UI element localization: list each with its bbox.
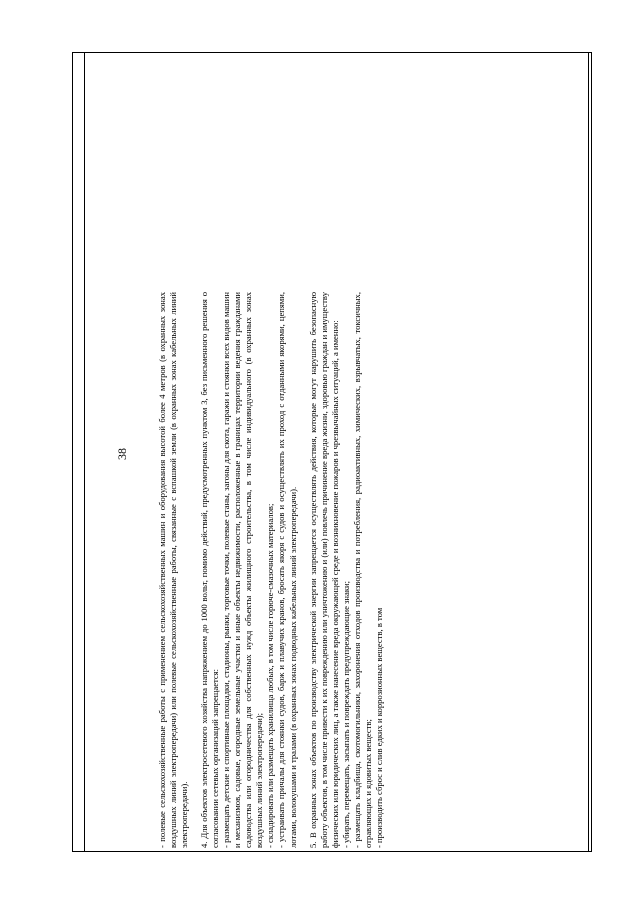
list-item: - размещать кладбища, скотомогильники, захоронения отходов производства и потребления, радиоактивных, химических, взрывчатых, токсичных, отравляющих и ядовитых веществ;: [351, 292, 373, 848]
list-item: - производить сброс и слив едких и коррозионных веществ, в том: [373, 607, 384, 848]
paragraph: 5. В охранных зонах объектов по производству электрической энергии запрещается осуществлять действия, которые могут нарушить безопасную работу объектов, в том числе привести к их повреждению или уничтожению и (или) повлечь причинение вреда жизни, здоровью граждан и имуществу физических или юридических лиц, а также нанесение вреда окружающей среде и возникновение пожаров и чрезвычайных ситуаций, а именно:: [307, 292, 340, 848]
list-item: - размещать детские и спортивные площадки, стадионы, рынки, торговые точки, полевые станы, загоны для скота, гаражи и стоянки всех видов машин и механизмов, садовые, огородные земельные участки и иные объекты недвижимости, расположенные в границах территории ведения гражданами садоводства или огородничества для собственных нужд объекты жилищного строительства, в том числе индивидуального (в охранных зонах воздушных линий электропередачи);: [221, 292, 265, 848]
list-item: - убирать, перемещать, засыпать и повреждать предупреждающие знаки;: [340, 580, 351, 848]
paragraph: 4. Для объектов электросетевого хозяйства напряжением до 1000 вольт, помимо действий, предусмотренных пунктом 3, без письменного решения о согласовании сетевых организаций запрещается:: [199, 292, 221, 848]
column-divider: [84, 53, 85, 851]
list-item: - полевые сельскохозяйственные работы с применением сельскохозяйственных машин и оборудования высотой более 4 метров (в охранных зонах воздушных линий электропередачи) или полевые сельскохозяйственные работы, связанные с вспашкой земли (в охранных зонах кабельных линий электропередачи).: [157, 292, 190, 848]
page-number: 38: [115, 448, 129, 460]
paragraph-gap: [190, 292, 199, 848]
paragraph-gap: [299, 292, 308, 848]
list-item: - складировать или размещать хранилища любых, в том числе горюче-смазочных материалов;: [265, 503, 276, 848]
column-divider: [588, 53, 589, 851]
list-item: - устраивать причалы для стоянки судов, барж и плавучих кранов, бросать якоря с судов и осуществлять их проход с отданными якорями, цепями, лотами, волокушами и тралами (в охранных зонах подводных кабельных линий электропередачи).: [276, 292, 298, 848]
rotated-text-block: [155, 288, 587, 852]
